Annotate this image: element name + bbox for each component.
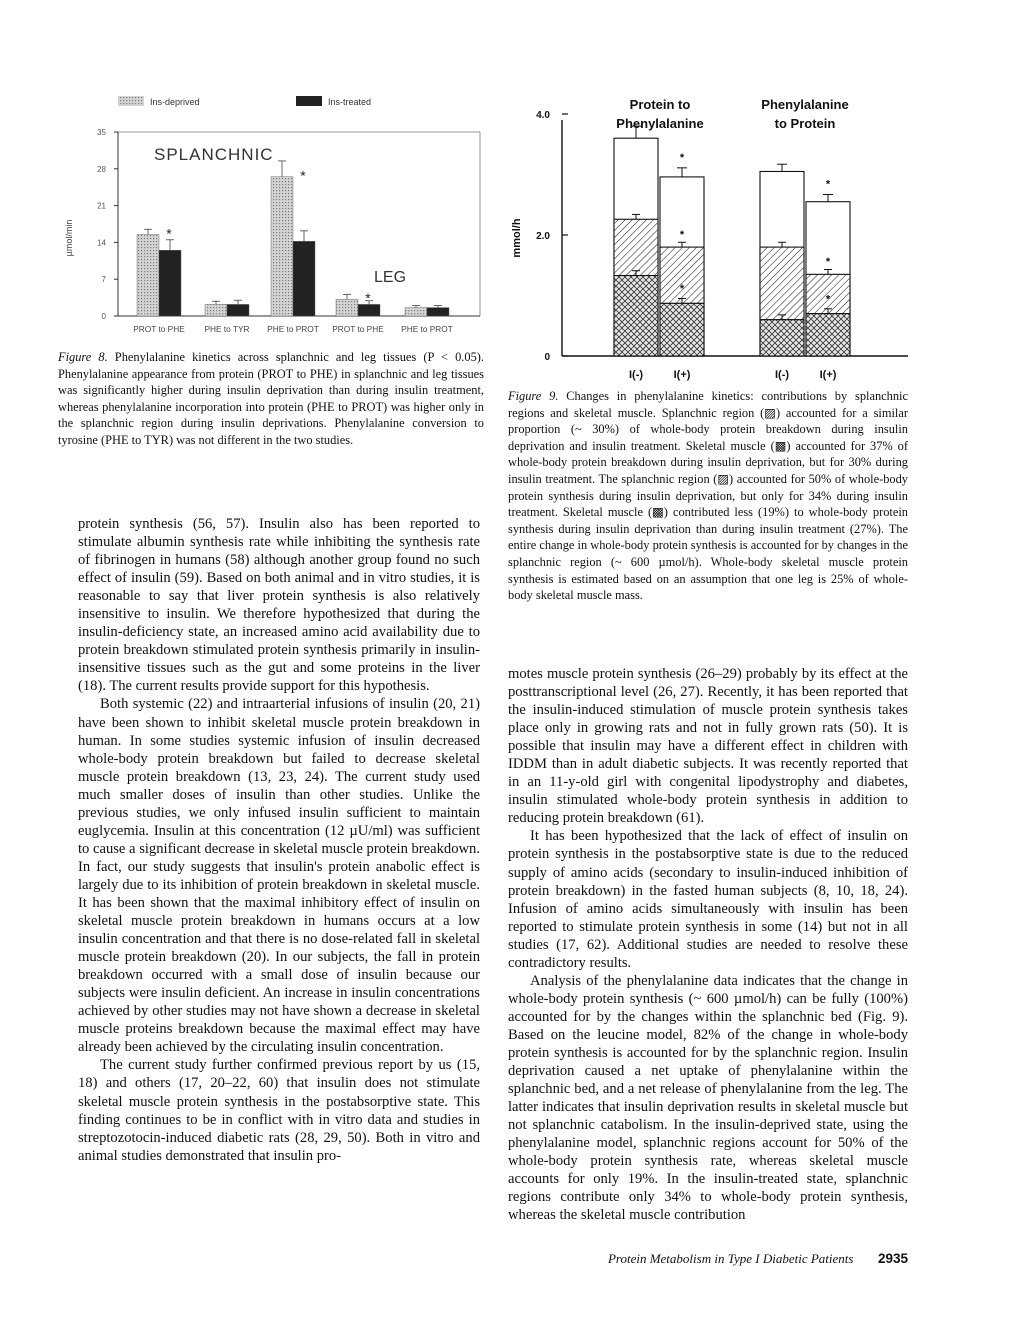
y-axis-label: µmol/min [64,219,74,257]
bar-skeletal-muscle [806,314,850,356]
y-tick-label: 0 [101,312,106,321]
x-tick-label: PROT to PHE [332,324,384,334]
legend-swatch-deprived [118,96,144,106]
bar-deprived [205,304,227,316]
bar-deprived [336,299,358,316]
group-label-splanchnic: SPLANCHNIC [154,145,274,164]
figure-9-chart [502,88,922,388]
y-tick-label: 28 [97,164,106,174]
x-tick-label: PROT to PHE [133,324,185,334]
significance-marker: * [825,178,831,191]
x-tick-label: I(-) [774,369,790,381]
group-title-1-line2: Phenylalanine [616,116,704,131]
figure-9-caption [508,388,908,604]
x-tick-label: I(-) [628,369,644,381]
bar-treated [427,308,449,316]
y-tick-label: 21 [97,201,106,211]
significance-marker: * [679,228,685,241]
group-title-2-line1: Phenylalanine [761,97,849,112]
x-tick-label: I(+) [819,369,837,381]
paragraph: protein synthesis (56, 57). Insulin also has been reported to stimulate albumin synthesis rate while inhibiting the synthesis rate of fibrinogen in humans (58) although another group found no such effect of insulin (59). Based on both animal and in vitro studies, it is reasonable to say that liver protein synthesis is also relatively insensitive to insulin. We therefore hypothesized that during the insulin-deficiency state, an increased amino acid availability due to protein breakdown stimulated protein synthesis primarily in insulin-insensitive tissues such as the gut and some proteins in the liver (18). The current results provide support for this hypothesis. [78,516,480,695]
bar-treated [159,250,181,316]
group-title-1-line1: Protein to [629,97,691,112]
y-tick-label: 14 [97,238,106,248]
bar-skeletal-muscle [660,303,704,356]
figure-8-caption [58,349,484,449]
significance-marker: * [679,283,685,296]
y-axis-label: mmol/h [511,218,523,258]
figure-8-caption-text: Phenylalanine kinetics across splanchnic and leg tissues (P < 0.05). Phenylalanine appearance from protein (PROT to PHE) in splanchnic and leg tissues was significantly higher during insulin deprivation than during insulin treatment, whereas phenylalanine incorporation into protein (PHE to PROT) was higher only in the splanchnic region during insulin deprivations. Phenylalanine conversion to tyrosine (PHE to TYR) was not different in the two studies. [58,350,485,447]
significance-marker: * [825,256,831,269]
legend-swatch-treated [296,96,322,106]
x-tick-label: I(+) [673,369,691,381]
paragraph: Both systemic (22) and intraarterial infusions of insulin (20, 21) have been shown to inhibit skeletal muscle protein breakdown in human. In some studies systemic infusion of insulin decreased whole-body protein breakdown but failed to decrease skeletal muscle protein breakdown (13, 23, 24). The current study used much smaller doses of insulin than other studies. Unlike the previous studies, we only infused insulin sufficient to maintain euglycemia. Insulin at this concentration (12 µU/ml) was sufficient to cause a significant decrease in skeletal muscle protein breakdown. In fact, our study suggests that insulin's protein anabolic effect is largely due to its inhibition of protein breakdown in skeletal muscle. It has been shown that the maximal inhibitory effect of insulin on skeletal muscle protein breakdown in humans occurs at a low insulin concentration and that there is no dose-related fall in skeletal muscle protein breakdown (20). In our subjects, the fall in protein breakdown occurred with a small dose of insulin because our subjects were insulin deficient. An increase in insulin concentrations achieved by other studies may not have shown a decrease in skeletal muscle proteins breakdown because the maximal effect may have already been achieved by the circulating insulin concentration. [78,696,480,1056]
y-tick-label: 4.0 [536,110,550,121]
bar-splanchnic [614,219,658,275]
bar-splanchnic [760,247,804,320]
y-tick-label: 7 [101,275,106,285]
legend-label-deprived: Ins-deprived [150,97,200,107]
group-title-2-line2: to Protein [774,116,836,131]
paragraph: It has been hypothesized that the lack of effect of insulin on protein synthesis in the postabsorptive state is due to the reduced supply of amino acids (secondary to insulin-induced inhibition of protein breakdown) in the fasted human subjects (8, 10, 18, 24). Infusion of amino acids simultaneously with insulin has been reported to stimulate protein synthesis in some (14) but not in all studies (17, 62). Additional studies are needed to resolve these contradictory results. [508,828,908,971]
y-tick-label: 2.0 [536,231,550,242]
bar-skeletal-muscle [760,320,804,356]
significance-marker: * [679,151,685,164]
significance-marker: * [300,167,306,184]
paragraph: motes muscle protein synthesis (26–29) probably by its effect at the posttranscriptional level (26, 27). Recently, it has been reported that the insulin-induced stimulation of muscle protein synthesis takes place only in growing rats and not in fully grown rats (50). It is possible that insulin may have a different effect in children with IDDM than in adult diabetic subjects. It was recently reported that in an 11-y-old girl with congenital lipodystrophy and diabetes, insulin stimulated whole-body protein synthesis in addition to reducing protein breakdown (61). [508,666,908,827]
figure-8-caption-label: Figure 8. [58,350,108,364]
right-column [508,665,908,1224]
x-tick-label: PHE to PROT [401,324,453,334]
bar-deprived [137,235,159,316]
page-footer [560,1251,908,1267]
bar-treated [293,241,315,316]
figure-9-caption-label: Figure 9. [508,389,559,403]
running-title: Protein Metabolism in Type I Diabetic Patients [607,1251,854,1266]
bar-deprived [405,308,427,316]
figure-9-caption-text: Changes in phenylalanine kinetics: contributions by splanchnic regions and skeletal muscle. Splanchnic region (▨) accounted for a similar proportion (~ 30%) of whole-body protein breakdown during insulin deprivation and insulin treatment. Skeletal muscle (▩) accounted for 37% of whole-body protein breakdown during insulin deprivation, but for 30% during insulin treatment. The splanchnic region (▨) accounted for 50% of whole-body protein synthesis during insulin deprivation, but only for 34% during insulin treatment. Skeletal muscle (▩) contributed less (19%) to whole-body protein synthesis during insulin deprivation than during insulin treatment (27%). The entire change in whole-body protein synthesis is accounted for by changes in the splanchnic region (~ 600 µmol/h). Whole-body skeletal muscle protein synthesis is estimated based on an assumption that one leg is 25% of whole-body skeletal muscle mass. [508,389,908,603]
page-number: 2935 [877,1251,908,1266]
bar-deprived [271,177,293,316]
legend-label-treated: Ins-treated [328,97,372,107]
y-tick-label: 35 [97,128,106,137]
x-tick-label: PHE to PROT [267,324,319,334]
significance-marker: * [825,293,831,306]
left-column [78,515,480,1165]
group-label-leg: LEG [374,269,407,286]
significance-marker: * [365,290,371,307]
significance-marker: * [166,225,172,242]
y-tick-label: 0 [544,352,550,363]
bar-treated [227,304,249,316]
x-tick-label: PHE to TYR [204,324,250,334]
figure-8-chart [60,88,490,348]
paragraph: The current study further confirmed previous report by us (15, 18) and others (17, 20–22, 60) that insulin does not stimulate skeletal muscle protein synthesis in the postabsorptive state. This finding continues to be in conflict with in vitro data and studies in streptozotocin-induced diabetic rats (28, 29, 50). Both in vitro and animal studies demonstrated that insulin pro- [78,1057,480,1164]
paragraph: Analysis of the phenylalanine data indicates that the change in whole-body protein synthesis (~ 600 µmol/h) can be fully (100%) accounted for by the changes within the splanchnic bed (Fig. 9). Based on the leucine model, 82% of the change in whole-body protein synthesis is accounted for by the splanchnic region. Insulin deprivation caused a net uptake of phenylalanine within the splanchnic bed, and a net release of phenylalanine from the leg. The latter indicates that insulin deprivation results in skeletal muscle but not splanchnic catabolism. In the insulin-deprived state, using the phenylalanine model, splanchnic regions account for 50% of the whole-body protein synthesis rate, whereas skeletal muscle accounts for only 19%. In the insulin-treated state, splanchnic regions contribute only 34% to whole-body protein synthesis, whereas the skeletal muscle contribution [508,972,908,1224]
bar-skeletal-muscle [614,276,658,356]
